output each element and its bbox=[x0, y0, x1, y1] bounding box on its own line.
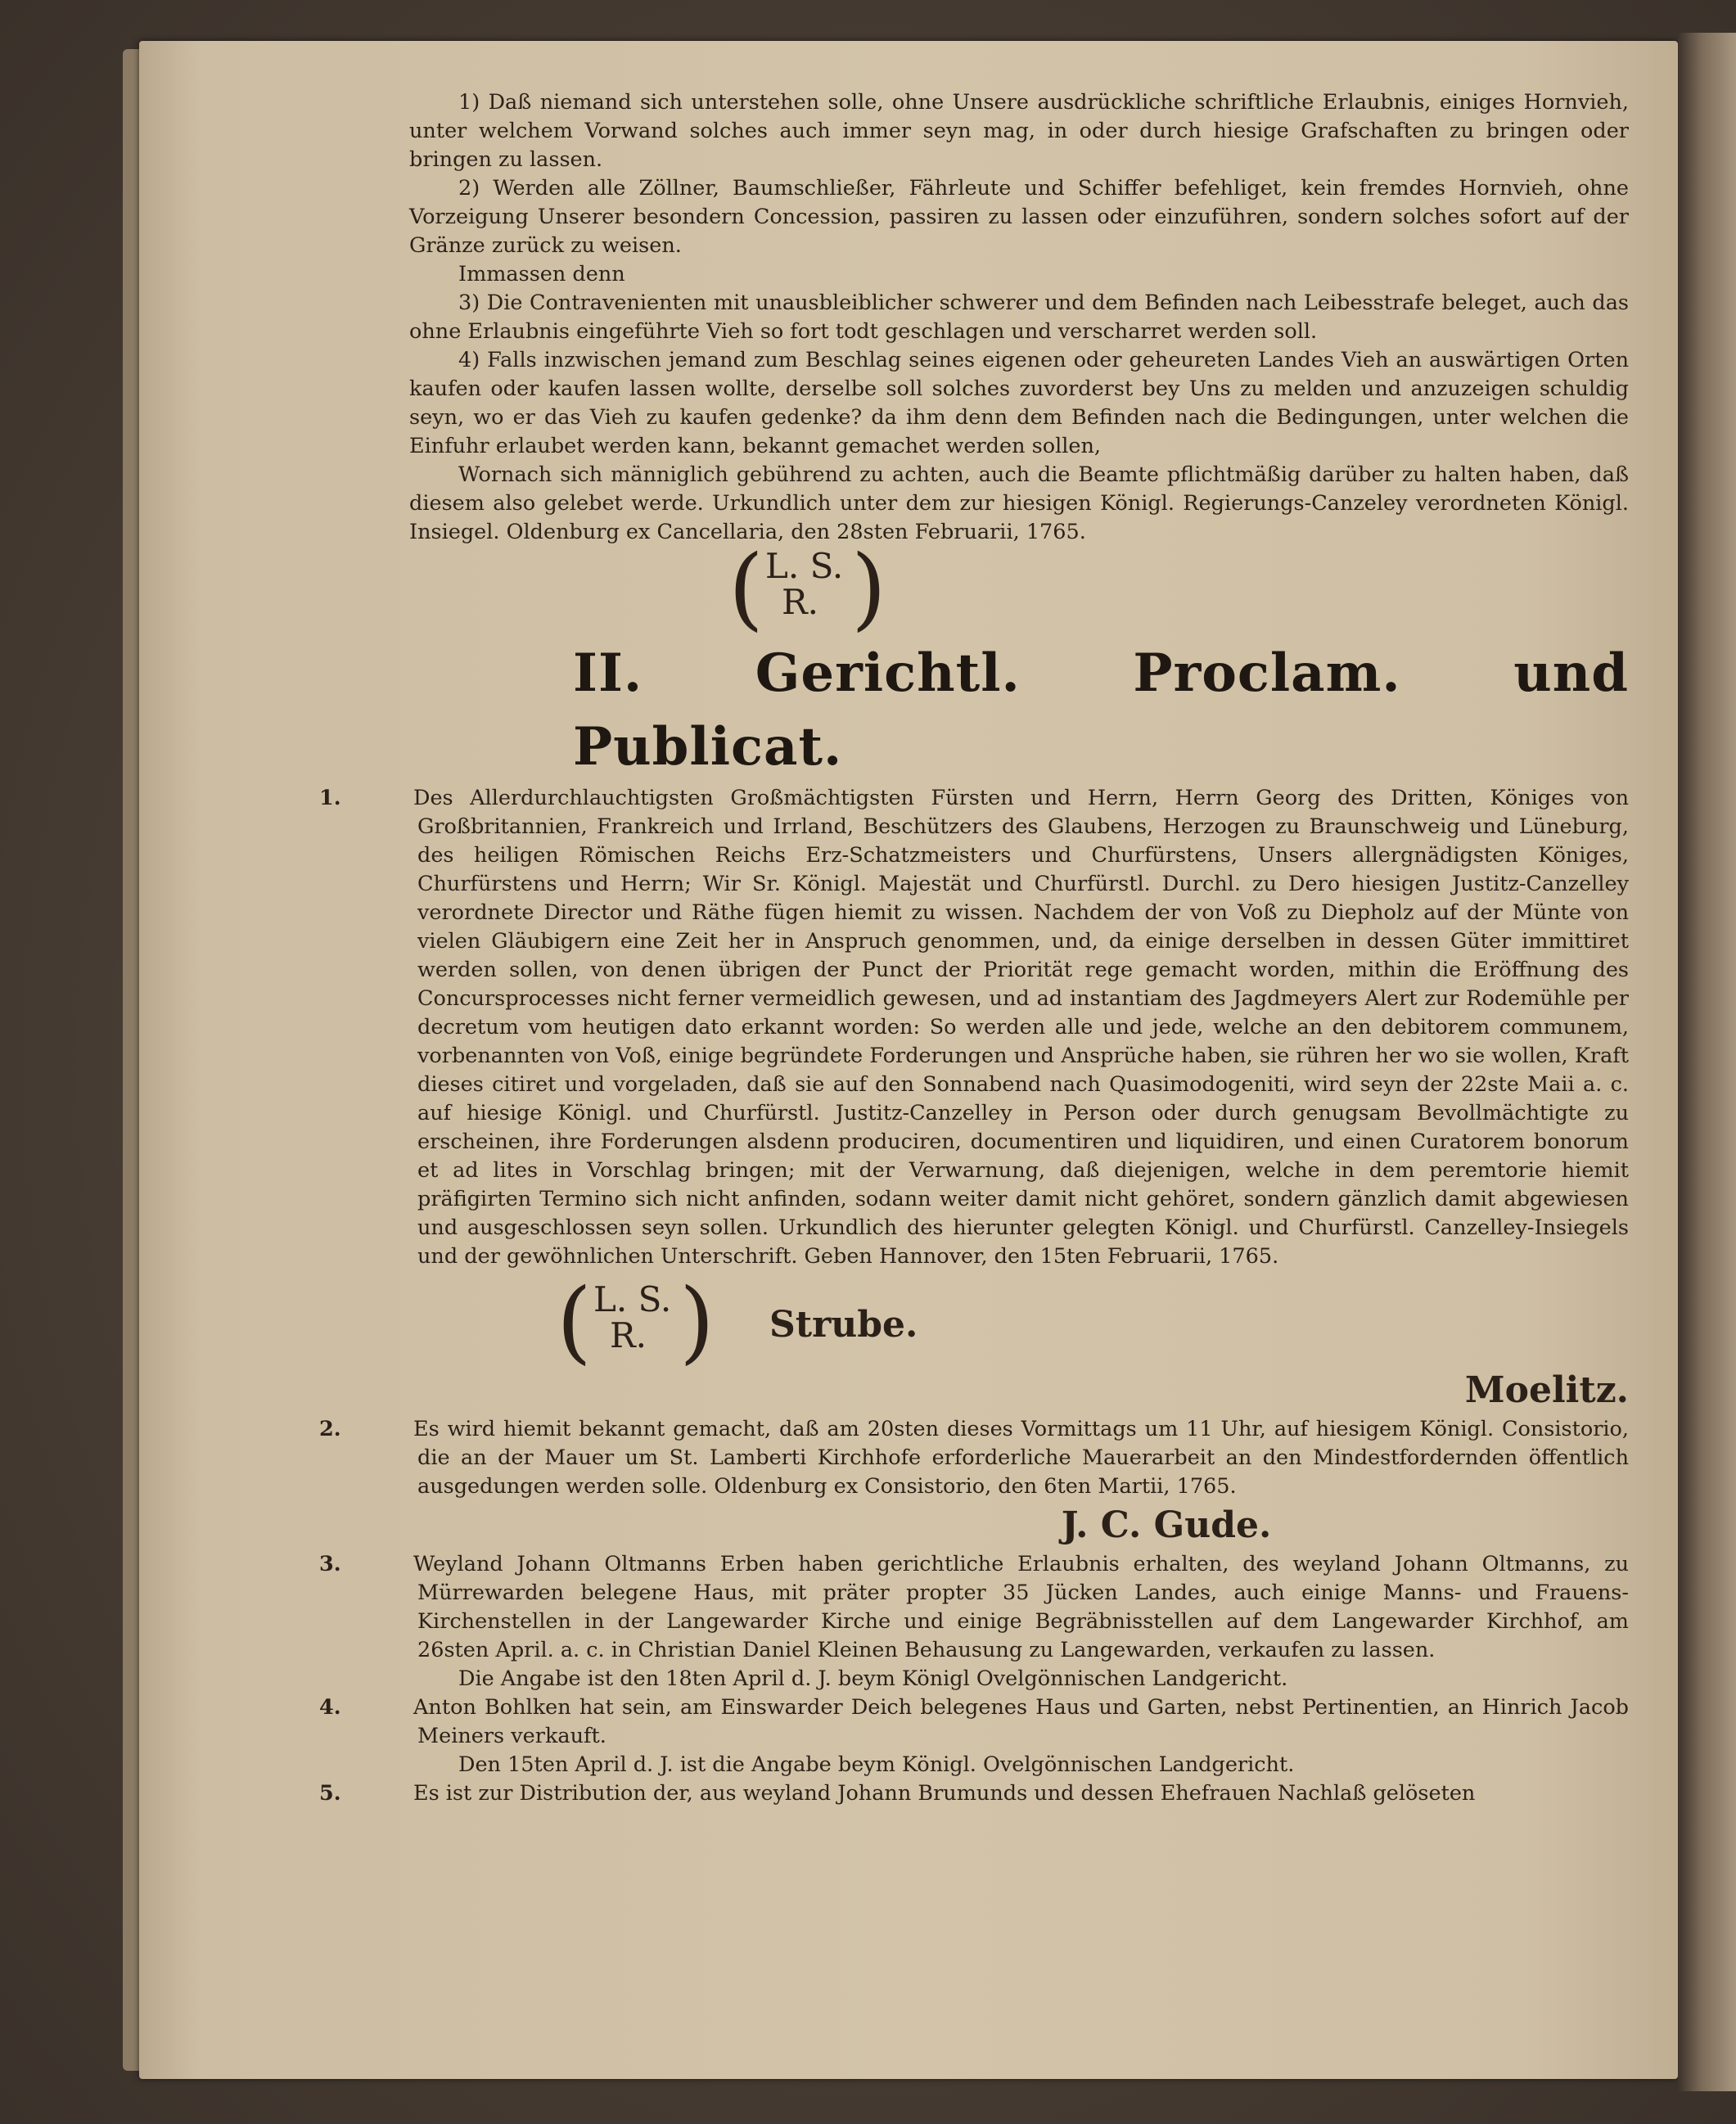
entry-2-text: Es wird hiemit bekannt gemacht, daß am 20sten dieses Vormittags um 11 Uhr, auf hiesigem Königl. Consistorio, die an der Mauer um St. Lamberti Kirchhofe erforderliche Mauerarbeit an den Mindestfordernden öffentlich ausgedungen werden solle. Oldenburg ex Consistorio, den 6ten Martii, 1765. bbox=[413, 1417, 1629, 1499]
signature-strube: Strube. bbox=[769, 1304, 918, 1346]
paragraph-5: 4) Falls inzwischen jemand zum Beschlag seines eigenen oder geheureten Landes Vieh an auswärtigen Orten kaufen oder kaufen lassen wollte, derselbe soll solches zuvorderst bey Uns zu melden und anzuzeigen schuldig seyn, wo er das Vieh zu kaufen gedenke? da ihm denn dem Befinden nach die Bedingungen, unter welchen die Einfuhr erlaubet werden kann, bekannt gemachet werden sollen, bbox=[409, 348, 1629, 458]
entry-1-text: Des Allerdurchlauchtigsten Großmächtigsten Fürsten und Herrn, Herrn Georg des Dritten, Königes von Großbritannien, Frankreich und Irrland, Beschützers des Glaubens, Herzogen zu Braunschweig und Lüneburg, des heiligen Römischen Reichs Erz-Schatzmeisters und Churfürstens, Unsers allergnädigsten Königes, Churfürstens und Herrn; Wir Sr. Königl. Majestät und Churfürstl. Durchl. zu Dero hiesigen Justitz-Canzelley verordnete Director und Räthe fügen hiemit zu wissen. Nachdem der von Voß zu Diepholz auf der Münte von vielen Gläubigern eine Zeit her in Anspruch genommen, und, da einige derselben in dessen Güter immittiret werden sollen, von denen übrigen der Punct der Priorität rege gemacht worden, mithin die Eröffnung des Concursprocesses nicht ferner vermeidlich gewesen, und ad instantiam des Jagdmeyers Alert zur Rodemühle per decretum vom heutigen dato erkannt worden: So werden alle und jede, welche an den debitorem communem, vorbenannten von Voß, einige begründete Forderungen und Ansprüche haben, sie rühren her wo sie wollen, Kraft dieses citiret und vorgeladen, daß sie auf den Sonnabend nach Quasimodogeniti, wird seyn der 22ste Maii a. c. auf hiesige Königl. und Churfürstl. Justitz-Canzelley in Person oder durch genugsam Bevollmächtigte zu erscheinen, ihre Forderungen alsdenn produciren, documentiren und liquidiren, und einen Curatorem bonorum et ad lites in Vorschlag bringen; mit der Verwarnung, daß diejenigen, welche in dem peremtorie hiemit präfigirten Termino sich nicht anfinden, sodann weiter damit nicht gehöret, sondern gänzlich damit abgewiesen und ausgeschlossen seyn sollen. Urkundlich des hierunter gelegten Königl. und Churfürstl. Canzelley-Insiegels und der gewöhnlichen Unterschrift. Geben Hannover, den 15ten Februarii, 1765. bbox=[413, 786, 1629, 1269]
seal-1-top: L. S. bbox=[765, 546, 844, 586]
signature-moelitz: Moelitz. bbox=[1464, 1369, 1629, 1411]
paragraph-2: 2) Werden alle Zöllner, Baumschließer, Fährleute und Schiffer befehliget, kein fremdes Hornvieh, ohne Vorzeigung Unserer besondern Concession, passiren zu lassen oder einzuführen, sondern solches sofort auf der Gränze zurück zu weisen. bbox=[409, 176, 1629, 258]
signature-gude: J. C. Gude. bbox=[1061, 1504, 1272, 1546]
signature-row-1 bbox=[409, 1269, 1629, 1374]
entry-4-text: Anton Bohlken hat sein, am Einswarder Deich belegenes Haus und Garten, nebst Pertinentien, an Hinrich Jacob Meiners verkauft. bbox=[413, 1695, 1629, 1748]
page-text bbox=[319, 88, 1629, 1808]
entry-4-note: Den 15ten April d. J. ist die Angabe beym Königl. Ovelgönnischen Landgericht. bbox=[458, 1752, 1295, 1777]
entry-2 bbox=[319, 1415, 1629, 1501]
entry-1-number: 1. bbox=[319, 786, 341, 810]
entry-4-number: 4. bbox=[319, 1695, 341, 1720]
entry-4 bbox=[319, 1693, 1629, 1751]
seal-2-paren-left: ( bbox=[557, 1269, 592, 1373]
seal-2-paren-right: ) bbox=[679, 1269, 715, 1373]
entry-3-number: 3. bbox=[319, 1552, 341, 1576]
entry-3-note: Die Angabe ist den 18ten April d. J. beym Königl Ovelgönnischen Landgericht. bbox=[458, 1666, 1288, 1691]
seal-2-bottom: R. bbox=[610, 1315, 647, 1355]
seal-1-bottom: R. bbox=[782, 582, 818, 622]
entry-5 bbox=[319, 1779, 1629, 1808]
entry-3-text: Weyland Johann Oltmanns Erben haben gerichtliche Erlaubnis erhalten, des weyland Johann Oltmanns, zu Mürrewarden belegene Haus, mit präter propter 35 Jücken Landes, auch einige Manns- und Frauens-Kirchenstellen in der Langewarder Kirche und einige Begräbnisstellen auf dem Langewarder Kirchhof, am 26sten April. a. c. in Christian Daniel Kleinen Behausung zu Langewarden, verkaufen zu lassen. bbox=[413, 1552, 1629, 1662]
paragraph-6: Wornach sich männiglich gebührend zu achten, auch die Beamte pflichtmäßig darüber zu halten haben, daß diesem also gelebet werde. Urkundlich unter dem zur hiesigen Königl. Regierungs-Canzeley verordneten Königl. Insiegel. Oldenburg ex Cancellaria, den 28sten Februarii, 1765. bbox=[409, 462, 1629, 544]
seal-paren-right: ) bbox=[851, 535, 886, 640]
paragraph-1: 1) Daß niemand sich unterstehen solle, ohne Unsere ausdrückliche schriftliche Erlaubnis, einiges Hornvieh, unter welchem Vorwand solches auch immer seyn mag, in oder durch hiesige Grafschaften zu bringen oder bringen zu lassen. bbox=[409, 90, 1629, 172]
paragraph-4: 3) Die Contravenienten mit unausbleiblicher schwerer und dem Befinden nach Leibesstrafe beleget, auch das ohne Erlaubnis eingeführte Vieh so fort todt geschlagen und verscharret werden soll. bbox=[409, 291, 1629, 344]
entry-5-text: Es ist zur Distribution der, aus weyland Johann Brumunds und dessen Ehefrauen Nachlaß gelöseten bbox=[413, 1781, 1476, 1806]
section-heading: II. Gerichtl. Proclam. und Publicat. bbox=[573, 643, 1629, 778]
seal-1 bbox=[728, 535, 892, 640]
seal-2 bbox=[557, 1269, 720, 1373]
paragraph-3: Immassen denn bbox=[458, 262, 625, 286]
entry-2-number: 2. bbox=[319, 1417, 341, 1441]
seal-2-top: L. S. bbox=[593, 1279, 672, 1319]
facing-page-edge bbox=[1678, 33, 1736, 2091]
entry-3 bbox=[319, 1550, 1629, 1665]
entry-1 bbox=[319, 784, 1629, 1271]
entry-5-number: 5. bbox=[319, 1781, 341, 1806]
seal-paren-left: ( bbox=[728, 535, 764, 640]
